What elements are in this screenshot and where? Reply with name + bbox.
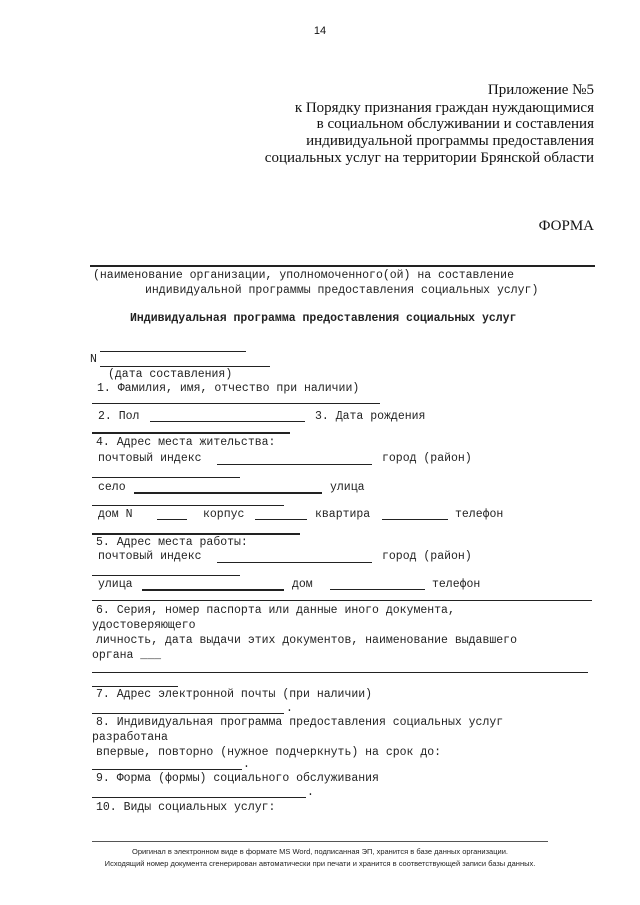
- village-label: село: [98, 481, 126, 494]
- passport-line: [92, 686, 178, 687]
- email-end-dot: .: [286, 702, 293, 715]
- footer-note: Исходящий номер документа сгенерирован автоматически при печати и хранится в соответствующей записи базы данных.: [104, 859, 536, 868]
- phone-line: [92, 600, 592, 601]
- appendix-line: социальных услуг на территории Брянской области: [264, 150, 594, 166]
- footer-note: Оригинал в электронном виде в формате MS Word, подписанная ЭП, хранится в базе данных организации.: [131, 847, 508, 856]
- appendix-line: к Порядку признания граждан нуждающимися: [294, 100, 594, 116]
- program-term-end-dot: .: [243, 758, 250, 771]
- field-passport-label: личность, дата выдачи этих документов, наименование выдавшего: [96, 634, 517, 647]
- field-email-label: 7. Адрес электронной почты (при наличии): [96, 688, 373, 701]
- apartment-line: [382, 519, 448, 520]
- organization-caption: индивидуальной программы предоставления социальных услуг): [145, 284, 539, 297]
- city-label: город (район): [382, 550, 472, 563]
- city-line: [92, 477, 240, 478]
- date-caption: (дата составления): [108, 368, 233, 381]
- number-label: N: [90, 353, 97, 366]
- building-label: корпус: [203, 508, 245, 521]
- field-program-developed-label: разработана: [92, 731, 168, 744]
- program-number-line: [100, 351, 246, 352]
- organization-caption: (наименование организации, уполномоченного(ой) на составление: [93, 269, 514, 282]
- field-work-address-label: 5. Адрес места работы:: [96, 536, 248, 549]
- page-number: 14: [313, 25, 327, 37]
- appendix-line: в социальном обслуживании и составления: [316, 116, 594, 132]
- street-label: улица: [98, 578, 133, 591]
- field-sex-label: 2. Пол: [98, 410, 140, 423]
- street-label: улица: [330, 481, 365, 494]
- village-line: [134, 492, 322, 494]
- field-birthdate-label: 3. Дата рождения: [315, 410, 426, 423]
- postal-code-line: [217, 464, 372, 465]
- street-line: [92, 505, 284, 506]
- appendix-line: индивидуальной программы предоставления: [306, 133, 594, 149]
- street-line: [142, 589, 284, 591]
- full-name-line: [92, 403, 380, 404]
- field-passport-label: органа ___: [92, 649, 162, 662]
- apartment-label: квартира: [315, 508, 371, 521]
- field-passport-label: 6. Серия, номер паспорта или данные иного документа,: [96, 604, 455, 617]
- email-line: [92, 713, 284, 714]
- phone-label: телефон: [455, 508, 504, 521]
- service-form-line: [92, 797, 306, 798]
- house-line: [330, 589, 425, 590]
- sex-line: [150, 421, 305, 422]
- house-number-line: [157, 519, 187, 520]
- field-program-developed-label: впервые, повторно (нужное подчеркнуть) на срок до:: [96, 746, 442, 759]
- field-service-form-label: 9. Форма (формы) социального обслуживания: [96, 772, 379, 785]
- date-line: [100, 366, 270, 367]
- organization-name-line: [90, 265, 595, 267]
- field-full-name-label: 1. Фамилия, имя, отчество при наличии): [97, 382, 360, 395]
- service-form-end-dot: .: [307, 786, 314, 799]
- city-label: город (район): [382, 452, 472, 465]
- program-title: Индивидуальная программа предоставления социальных услуг: [130, 312, 517, 325]
- house-number-label: дом N: [98, 508, 133, 521]
- passport-line: [92, 672, 588, 673]
- appendix-title: Приложение №5: [487, 82, 594, 98]
- house-label: дом: [292, 578, 313, 591]
- footer-divider: [92, 841, 548, 842]
- birthdate-line: [92, 432, 290, 434]
- postal-code-label: почтовый индекс: [98, 550, 202, 563]
- field-program-developed-label: 8. Индивидуальная программа предоставления социальных услуг: [96, 716, 504, 729]
- field-residence-address-label: 4. Адрес места жительства:: [96, 436, 276, 449]
- program-term-line: [92, 769, 242, 770]
- postal-code-line: [217, 562, 372, 563]
- building-line: [255, 519, 307, 520]
- field-passport-label: удостоверяющего: [92, 619, 196, 632]
- phone-line: [92, 533, 300, 535]
- postal-code-label: почтовый индекс: [98, 452, 202, 465]
- form-label: ФОРМА: [538, 218, 594, 234]
- phone-label: телефон: [432, 578, 481, 591]
- city-line: [92, 575, 240, 576]
- field-service-types-label: 10. Виды социальных услуг:: [96, 801, 276, 814]
